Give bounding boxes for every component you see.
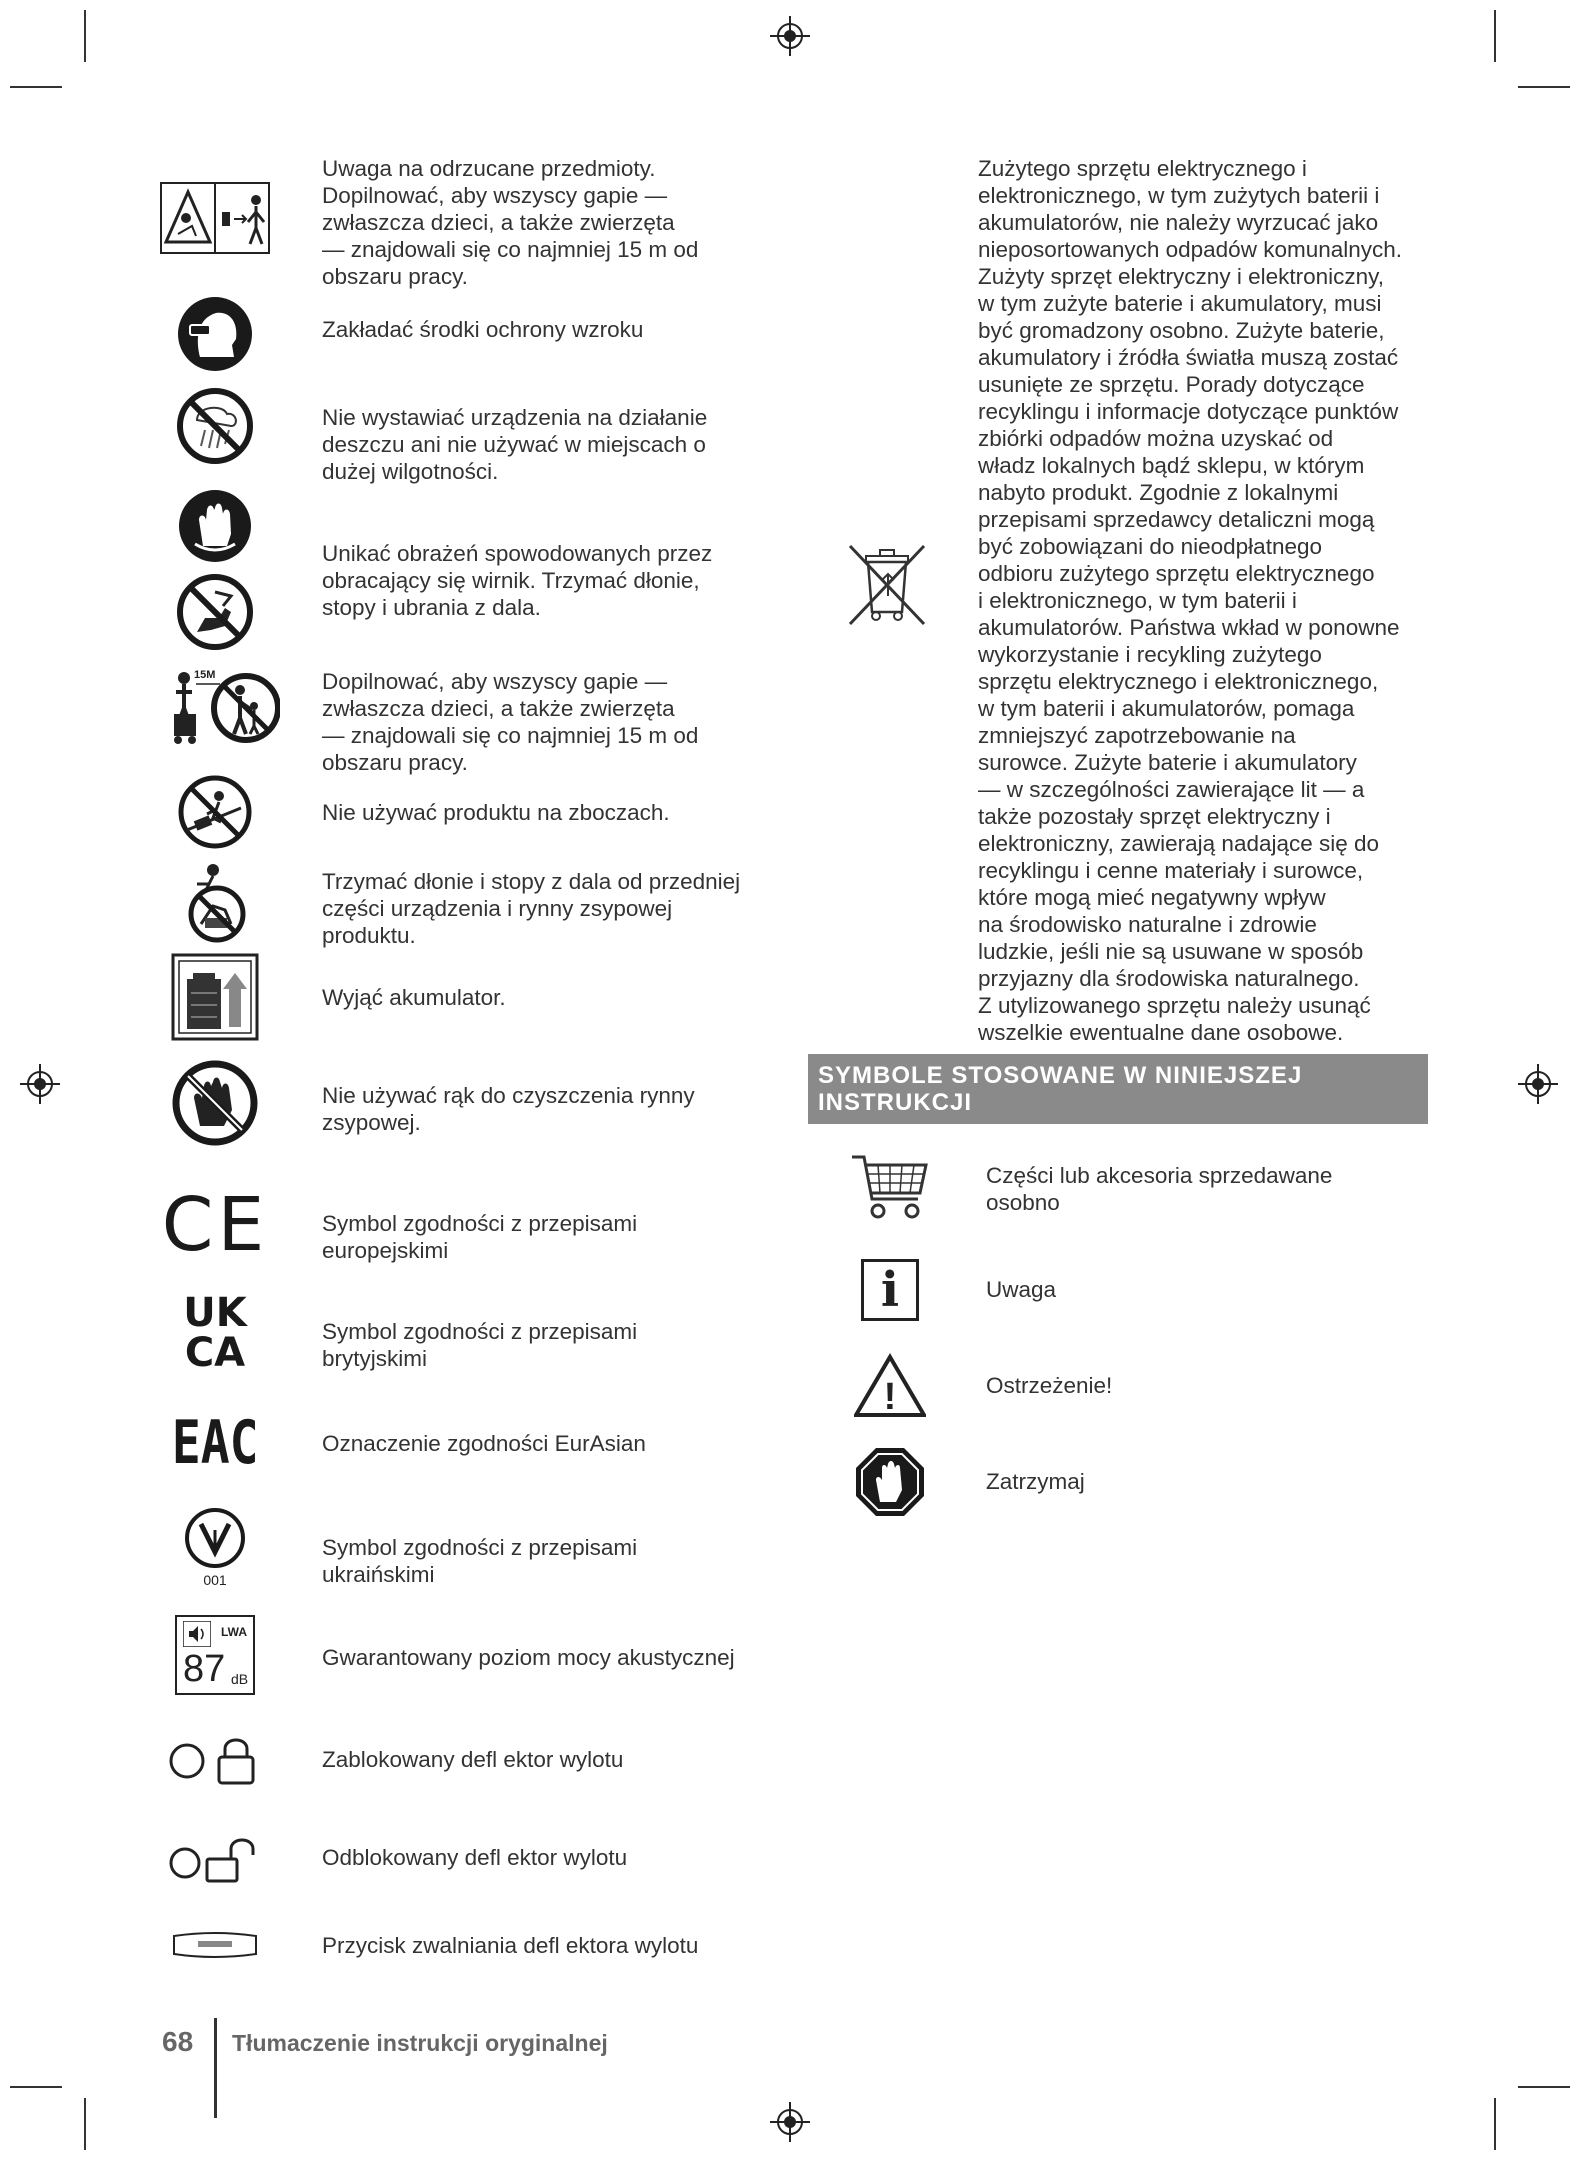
rotating-impeller-hand-foot-icon — [150, 484, 280, 654]
symbol-description: Części lub akcesoria sprzedawane osobno — [986, 1163, 1333, 1215]
symbol-description: Trzymać dłonie i stopy z dala od przedniej części urządzenia i rynny zsypowej produktu. — [322, 869, 741, 948]
footer-divider — [214, 2018, 217, 2118]
ce-mark-icon: CE — [161, 1182, 269, 1268]
symbol-description: Zatrzymaj — [986, 1469, 1085, 1494]
registration-mark-icon — [768, 14, 812, 58]
crop-mark — [1518, 2086, 1570, 2088]
ukca-mark-icon: UK CA — [183, 1290, 247, 1376]
section-heading: SYMBOLE STOSOWANE W NINIEJSZEJ INSTRUKCJI — [808, 1054, 1428, 1124]
eac-mark-icon: EAC — [171, 1408, 259, 1478]
registration-mark-icon — [18, 1062, 62, 1106]
page-number: 68 — [162, 2026, 194, 2057]
keep-hands-feet-away-icon — [150, 856, 280, 946]
symbol-description: Uwaga — [986, 1277, 1057, 1302]
sound-power-icon: LWA 87 dB — [150, 1610, 280, 1700]
registration-mark-icon — [768, 2100, 812, 2144]
ukraine-conformity-icon: 001 — [150, 1502, 280, 1592]
no-rain-icon — [150, 384, 280, 468]
symbol-description: Nie wystawiać urządzenia na działanie deszczu ani nie używać w miejscach o dużej wilgotności. — [322, 405, 708, 484]
crop-mark — [84, 10, 86, 62]
registration-mark-icon — [1516, 1062, 1560, 1106]
crop-mark — [1518, 86, 1570, 88]
no-slopes-icon — [150, 772, 280, 852]
crossed-bin-icon — [842, 540, 932, 630]
symbol-description: Uwaga na odrzucane przedmioty. Dopilnować, aby wszyscy gapie — zwłaszcza dzieci, a także zwierzęta — znajdowali się co najmniej 15 m od obszaru pracy. — [322, 156, 699, 289]
svg-text:!: ! — [883, 1376, 897, 1418]
symbol-description: Gwarantowany poziom mocy akustycznej — [322, 1645, 735, 1670]
footer-text: Tłumaczenie instrukcji oryginalnej — [232, 2030, 608, 2056]
symbol-description: Nie używać produktu na zboczach. — [322, 800, 670, 825]
crop-mark — [1494, 2098, 1496, 2150]
thrown-objects-warning-icon — [160, 182, 270, 254]
svg-text:15M: 15M — [194, 669, 216, 681]
symbol-description: Dopilnować, aby wszyscy gapie — zwłaszcza dzieci, a także zwierzęta — znajdowali się co najmniej 15 m od obszaru pracy. — [322, 669, 699, 775]
unlocked-deflector-icon — [150, 1818, 280, 1898]
symbol-description: Symbol zgodności z przepisami ukraińskimi — [322, 1535, 638, 1587]
warning-triangle-icon — [840, 1346, 940, 1426]
symbol-description: Odblokowany defl ektor wylotu — [322, 1845, 628, 1870]
crop-mark — [1494, 10, 1496, 62]
symbol-description: Symbol zgodności z przepisami brytyjskimi — [322, 1319, 638, 1371]
crop-mark — [84, 2098, 86, 2150]
stop-hand-icon — [840, 1442, 940, 1522]
deflector-release-button-icon — [150, 1910, 280, 1980]
symbol-description: Unikać obrażeń spowodowanych przez obracający się wirnik. Trzymać dłonie, stopy i ubrania z dala. — [322, 541, 713, 620]
bystanders-15m-icon — [170, 660, 280, 750]
info-icon: i — [840, 1250, 940, 1330]
remove-battery-icon — [150, 952, 280, 1042]
symbol-description: Zakładać środki ochrony wzroku — [322, 317, 644, 342]
eye-protection-icon — [150, 294, 280, 374]
symbol-description: Nie używać rąk do czyszczenia rynny zsypowej. — [322, 1083, 695, 1135]
symbol-description: Wyjąć akumulator. — [322, 985, 506, 1010]
symbol-description: Oznaczenie zgodności EurAsian — [322, 1431, 646, 1456]
symbol-description: Ostrzeżenie! — [986, 1373, 1113, 1398]
crop-mark — [10, 86, 62, 88]
symbol-description: Symbol zgodności z przepisami europejskimi — [322, 1211, 638, 1263]
symbol-description: Zablokowany defl ektor wylotu — [322, 1747, 624, 1772]
crop-mark — [10, 2086, 62, 2088]
symbol-description: Przycisk zwalniania defl ektora wylotu — [322, 1933, 699, 1958]
locked-deflector-icon — [150, 1720, 280, 1800]
no-hand-cleaning-icon — [150, 1058, 280, 1148]
shopping-cart-icon — [840, 1148, 940, 1228]
weee-disposal-text: Zużytego sprzętu elektrycznego i elektronicznego, w tym zużytych baterii i akumulatorów, nie należy wyrzucać jako nieposortowanych odpadów komunalnych. Zużyty sprzęt elektryczny i elektroniczny, w tym zużyte baterie i akumulatory, musi być gromadzony osobno. Zużyte baterie, akumulatory i źródła światła muszą zostać usunięte ze sprzętu. Porady dotyczące recyklingu i informacje dotyczące punktów zbiórki odpadów można uzyskać od władz lokalnych bądź sklepu, w którym nabyto produkt. Zgodnie z lokalnymi przepisami sprzedawcy detaliczni mogą być zobowiązani do nieodpłatnego odbioru zużytego sprzętu elektrycznego i elektronicznego, w tym baterii i akumulatorów. Państwa wkład w ponowne wykorzystanie i recykling zużytego sprzętu elektrycznego i elektronicznego, w tym baterii i akumulatorów, pomaga zmniejszyć zapotrzebowanie na surowce. Zużyte baterie i akumulatory — w szczególności zawierające lit — a także pozostały sprzęt elektryczny i elektroniczny, zawierają nadające się do recyklingu i cenne materiały i surowce, które mogą mieć negatywny wpływ na środowisko naturalne i zdrowie ludzkie, jeśli nie są usuwane w sposób przyjazny dla środowiska naturalnego. Z utylizowanego sprzętu należy usunąć wszelkie ewentualne dane osobowe. — [978, 156, 1403, 1045]
